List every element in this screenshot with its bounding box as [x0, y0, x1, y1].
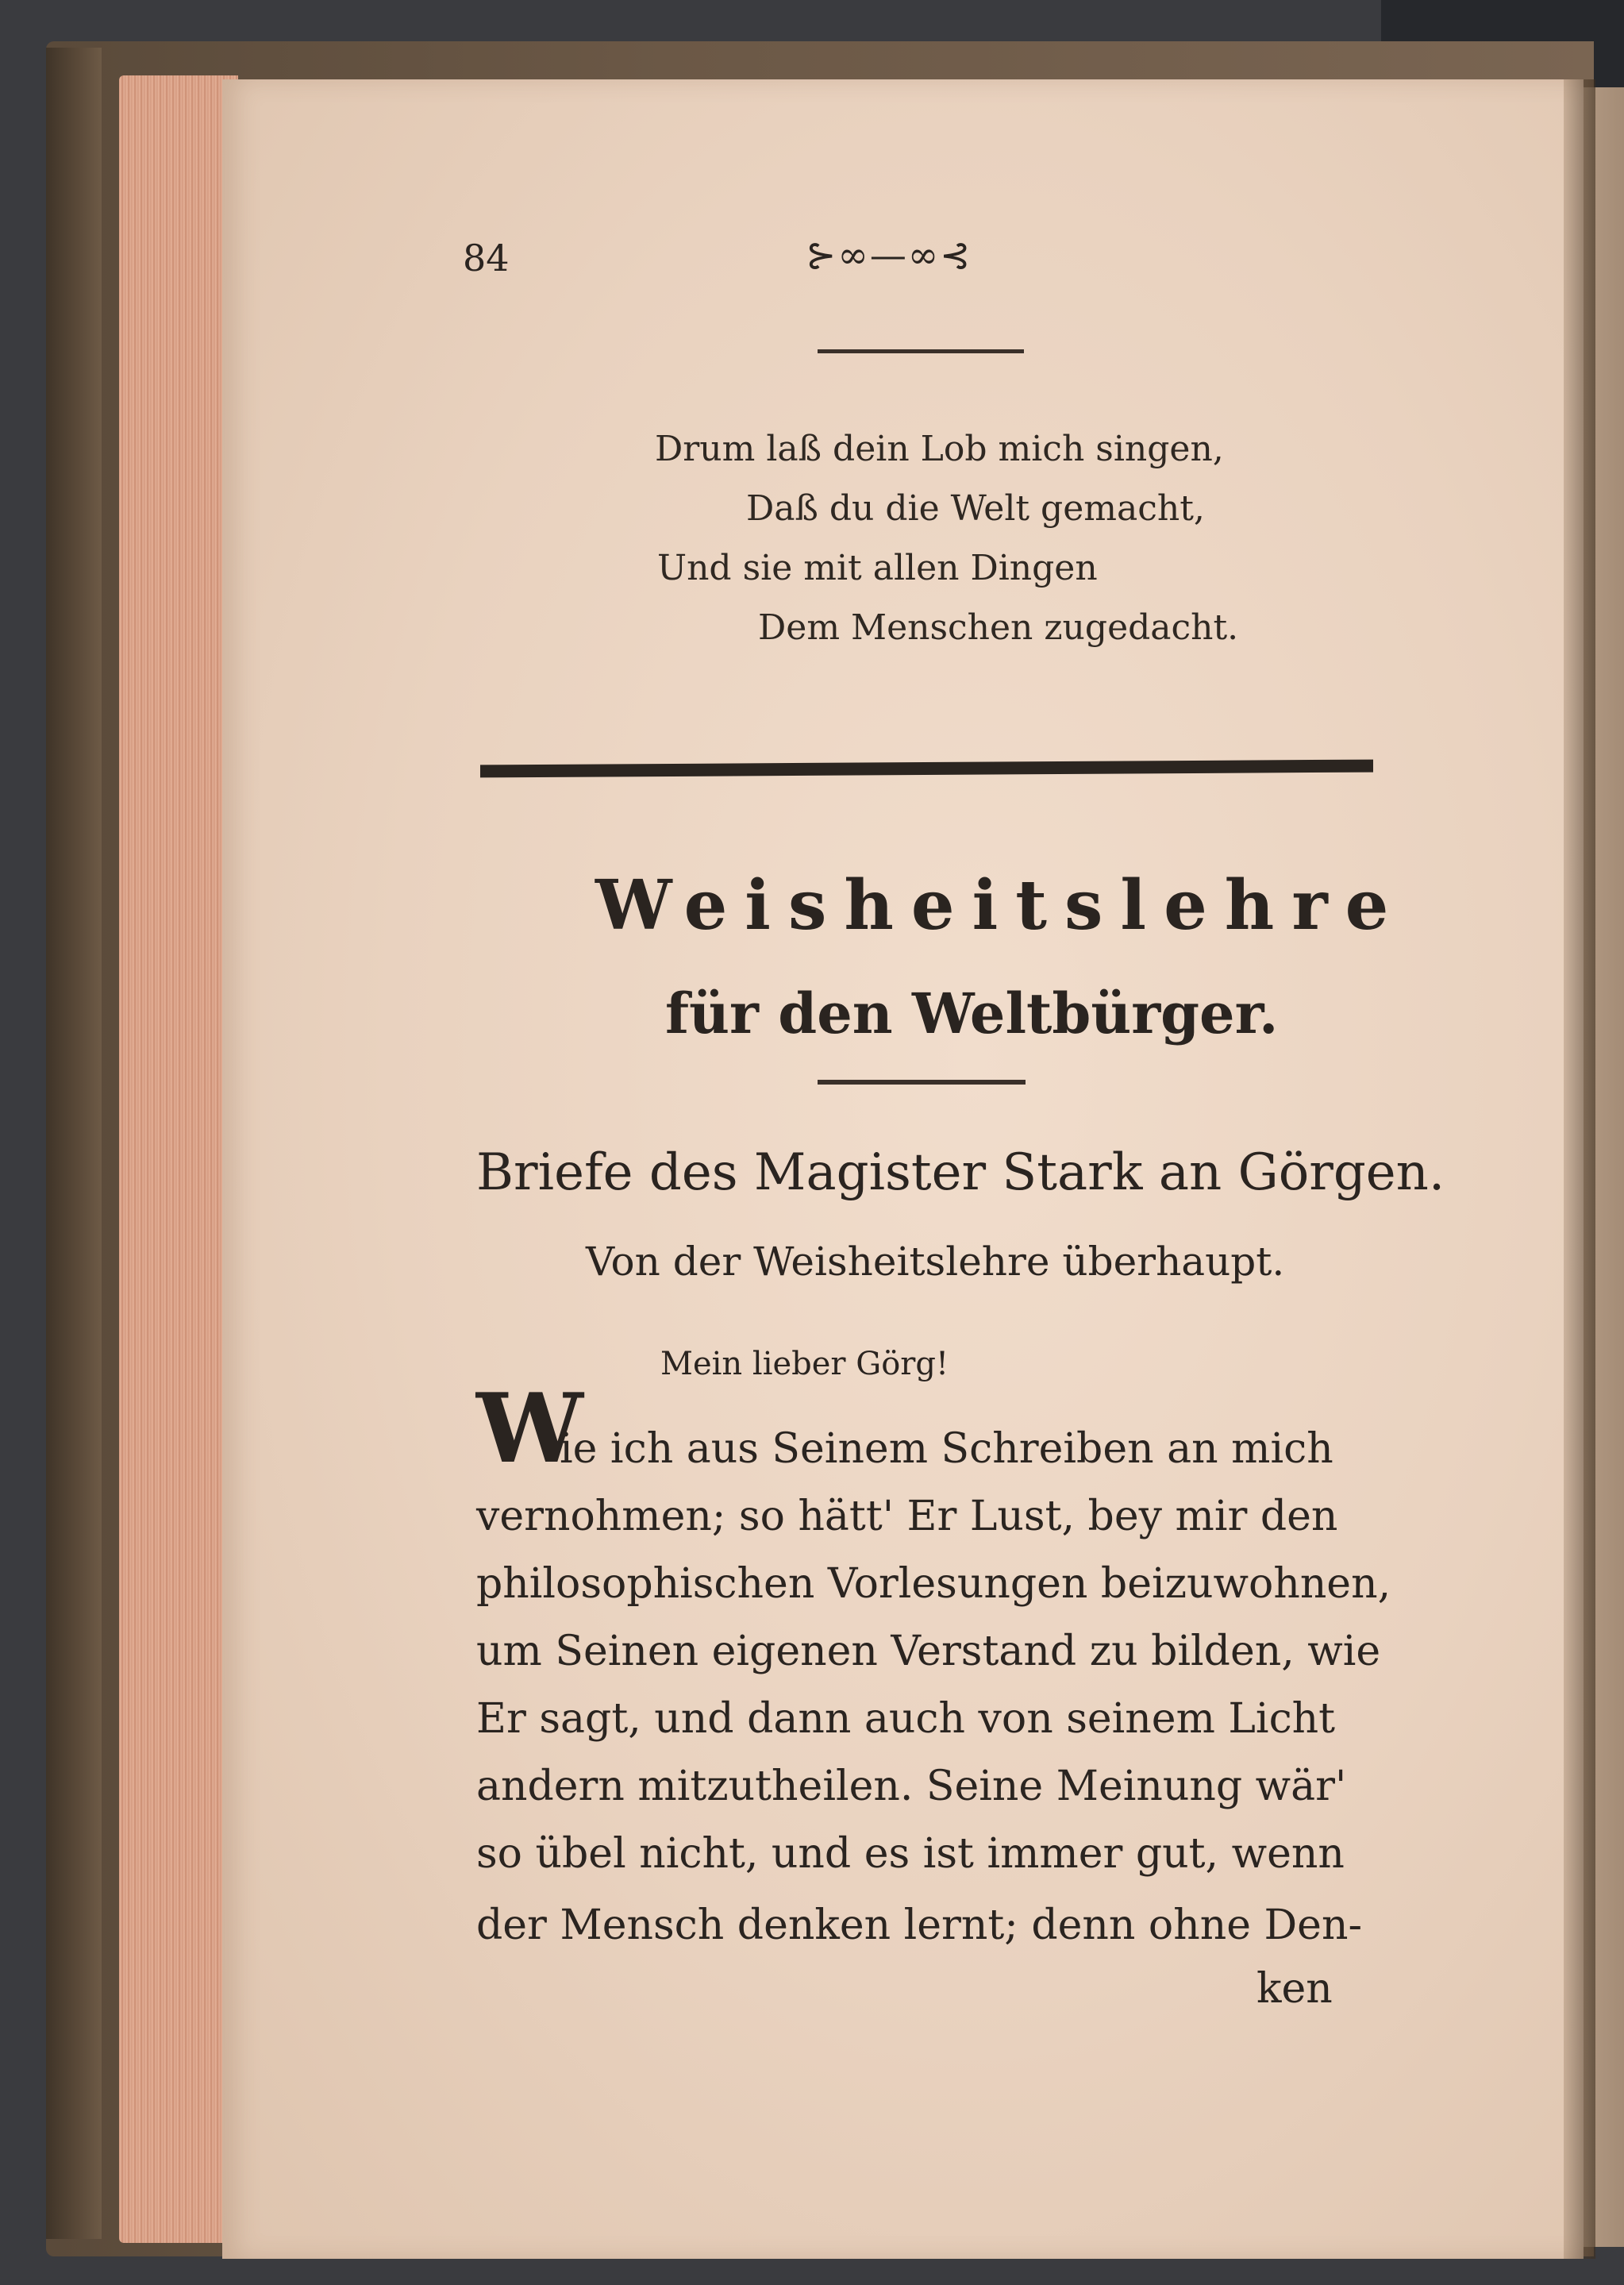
- verse-line: Drum laß dein Lob mich singen,: [655, 429, 1224, 469]
- salutation: Mein lieber Görg!: [660, 1346, 949, 1382]
- page-gutter: [1564, 79, 1595, 2259]
- rule-top: [818, 349, 1024, 353]
- section-heading: Weisheitslehre: [595, 865, 1407, 946]
- body-line: philosophischen Vorlesungen beizuwohnen,: [476, 1560, 1391, 1608]
- body-line: um Seinen eigenen Verstand zu bilden, wie: [476, 1628, 1381, 1675]
- verse-line: Dem Menschen zugedacht.: [758, 607, 1239, 648]
- body-line: andern mitzutheilen. Seine Meinung wär': [476, 1763, 1347, 1810]
- verse-line: Daß du die Welt gemacht,: [746, 488, 1205, 529]
- header-ornament: ⊱∞—∞⊰: [806, 233, 972, 276]
- rule-mid: [818, 1080, 1026, 1085]
- body-line: Er sagt, und dann auch von seinem Licht: [476, 1695, 1336, 1743]
- section-subheading: für den Weltbürger.: [665, 981, 1279, 1046]
- verse-line: Und sie mit allen Dingen: [657, 548, 1098, 588]
- body-line: so übel nicht, und es ist immer gut, wenn: [476, 1830, 1345, 1878]
- letter-title: Briefe des Magister Stark an Görgen.: [476, 1143, 1445, 1202]
- body-line: der Mensch denken lernt; denn ohne Den-: [476, 1902, 1363, 1949]
- drop-cap: W: [476, 1373, 583, 1485]
- cover-edge: [46, 48, 102, 2239]
- body-line: vernohmen; so hätt' Er Lust, bey mir den: [476, 1493, 1338, 1540]
- catchword: ken: [1256, 1965, 1333, 2013]
- letter-subtitle: Von der Weisheitslehre überhaupt.: [586, 1239, 1285, 1285]
- page-number: 84: [463, 237, 510, 279]
- page-edges: [119, 75, 238, 2243]
- body-line: ie ich aus Seinem Schreiben an mich: [560, 1425, 1333, 1473]
